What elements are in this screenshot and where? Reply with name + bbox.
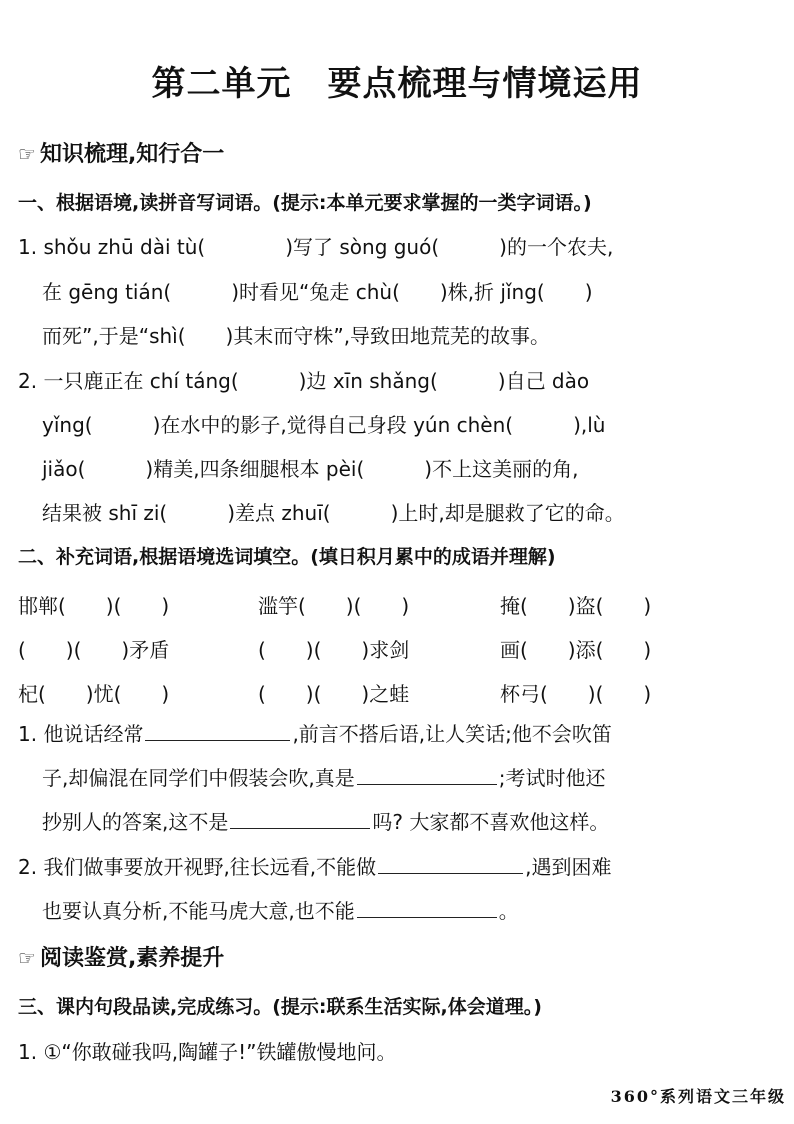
question-3-heading: 三、课内句段品读,完成练习。(提示:联系生活实际,体会道理。) [18, 996, 542, 1018]
idiom-item: 杞( )忧( ) [18, 682, 170, 706]
answer-blank[interactable] [357, 899, 497, 918]
q1-line: 在 gēng tián( )时看见“兔走 chù( )株,折 jǐng( ) [42, 280, 593, 304]
idiom-item: 杯弓( )( ) [500, 682, 652, 706]
idiom-item: 邯郸( )( ) [18, 594, 170, 618]
answer-blank[interactable] [357, 766, 497, 785]
q3-line: 1. ①“你敢碰我吗,陶罐子!”铁罐傲慢地问。 [18, 1040, 397, 1064]
idiom-item: ( )( )之蛙 [258, 682, 410, 706]
idiom-item: 滥竽( )( ) [258, 594, 410, 618]
answer-blank[interactable] [230, 810, 370, 829]
q1-line: jiǎo( )精美,四条细腿根本 pèi( )不上这美丽的角, [42, 457, 579, 481]
idiom-item: 画( )添( ) [500, 638, 652, 662]
idiom-item: ( )( )矛盾 [18, 638, 170, 662]
pointing-hand-icon: ☞ [18, 946, 36, 970]
q1-line: yǐng( )在水中的影子,觉得自己身段 yún chèn( ),lù [42, 413, 606, 437]
page-title [0, 56, 794, 105]
q1-line: 而死”,于是“shì( )其末而守株”,导致田地荒芜的故事。 [42, 324, 551, 348]
q1-line: 1. shǒu zhū dài tù( )写了 sòng guó( )的一个农夫, [18, 235, 614, 259]
unit-label: 第二单元 [151, 64, 292, 104]
series-footer: 360°系列语文三年级 [610, 1087, 786, 1106]
section-heading-knowledge: ☞ 知识梳理,知行合一 [18, 142, 225, 167]
answer-blank[interactable] [145, 722, 290, 741]
idiom-item: 掩( )盗( ) [500, 594, 652, 618]
unit-subtitle: 要点梳理与情境运用 [327, 64, 643, 104]
q2-sentence-1: 1. 他说话经常 ,前言不搭后语,让人笑话;他不会吹笛 [18, 722, 612, 746]
idiom-item: ( )( )求剑 [258, 638, 410, 662]
q1-line: 结果被 shī zi( )差点 zhuī( )上时,却是腿救了它的命。 [42, 501, 625, 525]
question-2-heading: 二、补充词语,根据语境选词填空。(填日积月累中的成语并理解) [18, 546, 556, 568]
pointing-hand-icon: ☞ [18, 142, 36, 166]
q1-line: 2. 一只鹿正在 chí táng( )边 xīn shǎng( )自己 dào [18, 369, 590, 393]
answer-blank[interactable] [378, 855, 523, 874]
q2-sentence-2-cont: 也要认真分析,不能马虎大意,也不能 。 [42, 899, 519, 923]
section-heading-reading: ☞ 阅读鉴赏,素养提升 [18, 946, 225, 971]
q2-sentence-1-cont: 抄别人的答案,这不是 吗? 大家都不喜欢他这样。 [42, 810, 610, 834]
question-1-heading: 一、根据语境,读拼音写词语。(提示:本单元要求掌握的一类字词语。) [18, 192, 592, 214]
q2-sentence-1-cont: 子,却偏混在同学们中假装会吹,真是 ;考试时他还 [42, 766, 606, 790]
q2-sentence-2: 2. 我们做事要放开视野,往长远看,不能做 ,遇到困难 [18, 855, 612, 879]
